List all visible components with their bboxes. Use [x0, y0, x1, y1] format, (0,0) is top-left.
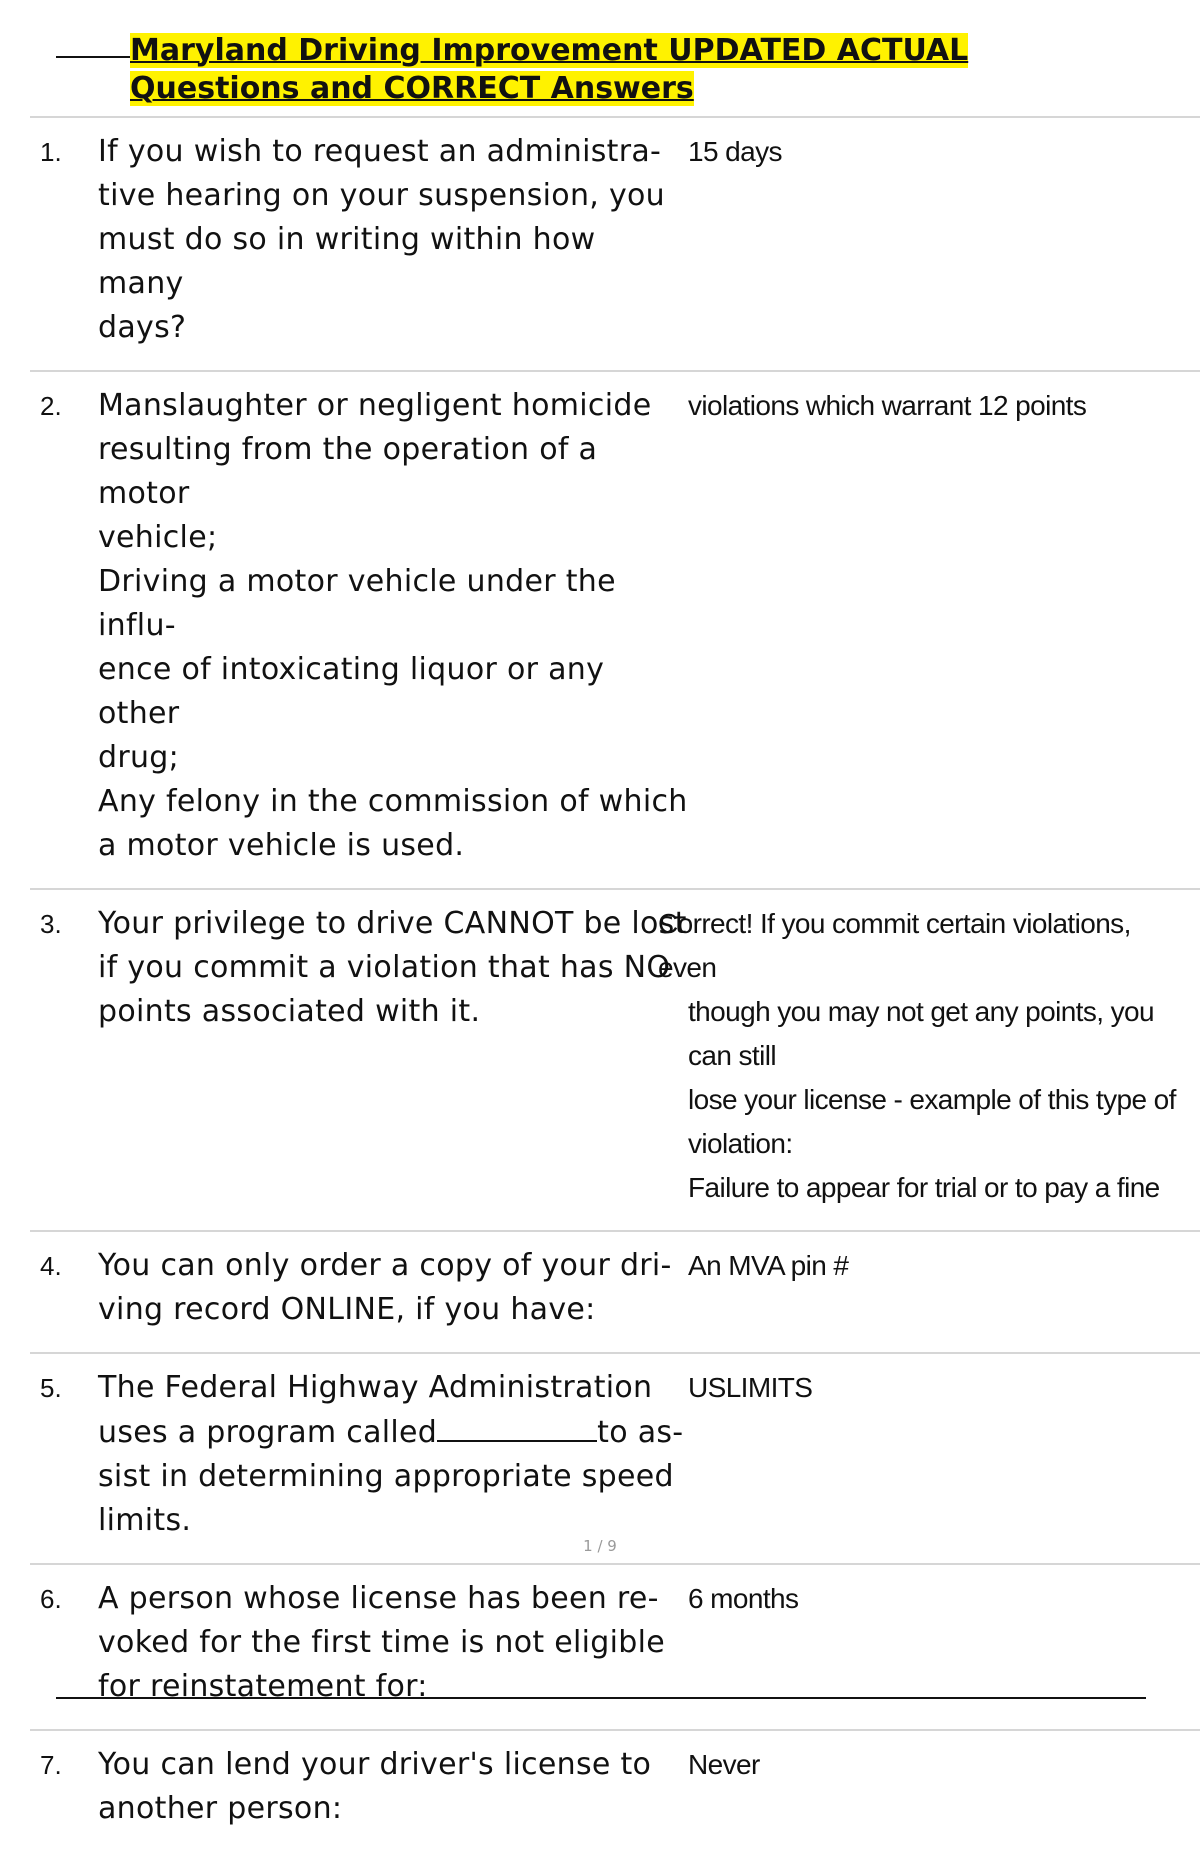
answer-text: An MVA pin #	[688, 1250, 849, 1281]
answer-text: 15 days	[688, 136, 782, 167]
question-text: The Federal Highway Administration uses a program called to as- sist in determining appropriate speed limits.	[98, 1370, 684, 1538]
question-text: Your privilege to drive CANNOT be lost if you commit a violation that has NO points associated with it.	[98, 906, 687, 1029]
title-lead-rule	[56, 56, 130, 58]
footer-rule	[56, 1697, 1146, 1699]
qa-row-6	[30, 1563, 1200, 1729]
item-number: 2.	[40, 391, 62, 421]
qa-row-1	[30, 116, 1200, 370]
item-number: 6.	[40, 1584, 62, 1614]
page-number: 1 / 9	[583, 1537, 617, 1555]
answer-text: 6 months	[688, 1583, 799, 1614]
question-text: You can only order a copy of your dri- ving record ONLINE, if you have:	[98, 1248, 672, 1327]
qa-row-5	[30, 1352, 1200, 1563]
item-number: 1.	[40, 137, 62, 167]
item-number: 7.	[40, 1750, 62, 1780]
question-text: A person whose license has been re- voked for the first time is not eligible for reinstatement for:	[98, 1581, 665, 1704]
document-title: Maryland Driving Improvement UPDATED ACTUAL Questions and CORRECT Answers	[130, 33, 969, 106]
item-number: 5.	[40, 1373, 62, 1403]
qa-row-2	[30, 370, 1200, 888]
fill-in-blank	[437, 1410, 597, 1442]
answer-text: USLIMITS	[688, 1372, 813, 1403]
item-number: 3.	[40, 909, 62, 939]
item-number: 4.	[40, 1251, 62, 1281]
answer-text: violations which warrant 12 points	[688, 390, 1087, 421]
qa-row-7	[30, 1729, 1200, 1851]
answer-text: Correct! If you commit certain violations, even though you may not get any points, you can still lose your license - example of this type of violation: Failure to appear for trial or to pay a fine	[658, 908, 1176, 1203]
document-header	[56, 32, 1146, 108]
answer-text: Never	[688, 1749, 760, 1780]
qa-row-4	[30, 1230, 1200, 1352]
question-text: If you wish to request an administra- tive hearing on your suspension, you must do so in writing within how many days?	[98, 134, 665, 345]
qa-list	[30, 116, 1200, 1851]
qa-row-3	[30, 888, 1200, 1230]
question-text: Manslaughter or negligent homicide resulting from the operation of a motor vehicle; Driving a motor vehicle under the influ- ence of intoxicating liquor or any other drug; Any felony in the commission of which a motor vehicle is used.	[98, 388, 688, 863]
question-text: You can lend your driver's license to another person:	[98, 1747, 652, 1826]
